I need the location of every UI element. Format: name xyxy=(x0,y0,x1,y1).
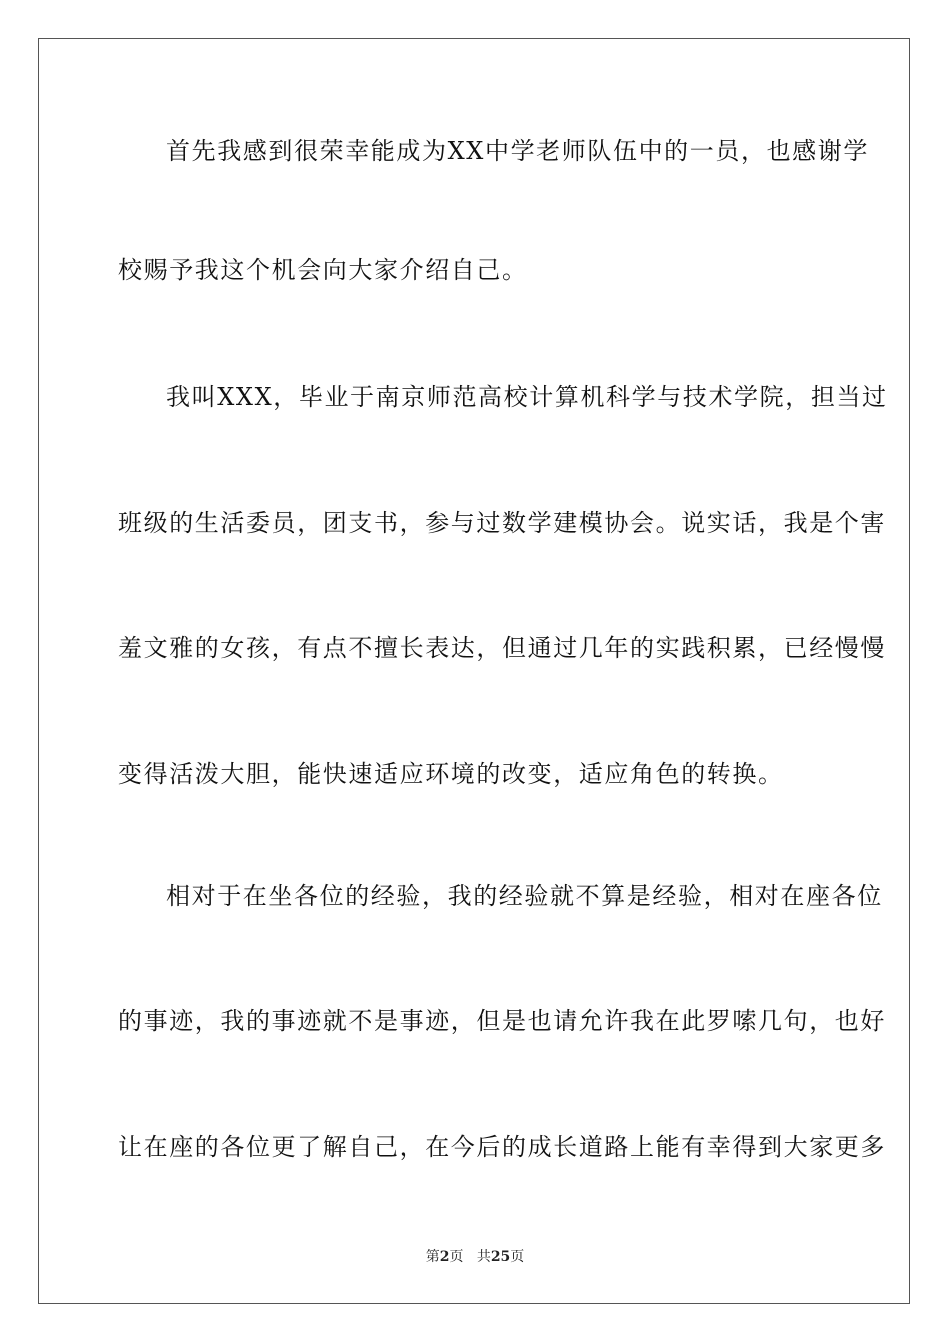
paragraph-2-line-1: 我叫XXX，毕业于南京师范高校计算机科学与技术学院，担当过 xyxy=(166,383,888,411)
page-prefix: 第 xyxy=(425,1249,440,1265)
paragraph-2-line-2: 班级的生活委员，团支书，参与过数学建模协会。说实话，我是个害 xyxy=(118,509,886,537)
total-prefix: 共 xyxy=(476,1249,491,1265)
paragraph-2-line-3: 羞文雅的女孩，有点不擅长表达，但通过几年的实践积累，已经慢慢 xyxy=(118,634,886,662)
page-footer xyxy=(0,1246,950,1266)
paragraph-3-line-1: 相对于在坐各位的经验，我的经验就不算是经验，相对在座各位 xyxy=(166,882,883,910)
page-number: 2 xyxy=(439,1249,450,1265)
page-border xyxy=(38,38,910,1304)
page-suffix: 页 xyxy=(449,1249,464,1265)
total-suffix: 页 xyxy=(510,1249,525,1265)
paragraph-2-line-4: 变得活泼大胆，能快速适应环境的改变，适应角色的转换。 xyxy=(118,760,784,788)
total-pages: 25 xyxy=(490,1249,511,1265)
paragraph-1-line-2: 校赐予我这个机会向大家介绍自己。 xyxy=(118,256,528,284)
paragraph-3-line-3: 让在座的各位更了解自己，在今后的成长道路上能有幸得到大家更多 xyxy=(118,1133,886,1161)
paragraph-1-line-1: 首先我感到很荣幸能成为XX中学老师队伍中的一员，也感谢学 xyxy=(166,137,869,165)
paragraph-3-line-2: 的事迹，我的事迹就不是事迹，但是也请允许我在此罗嗦几句，也好 xyxy=(118,1007,886,1035)
